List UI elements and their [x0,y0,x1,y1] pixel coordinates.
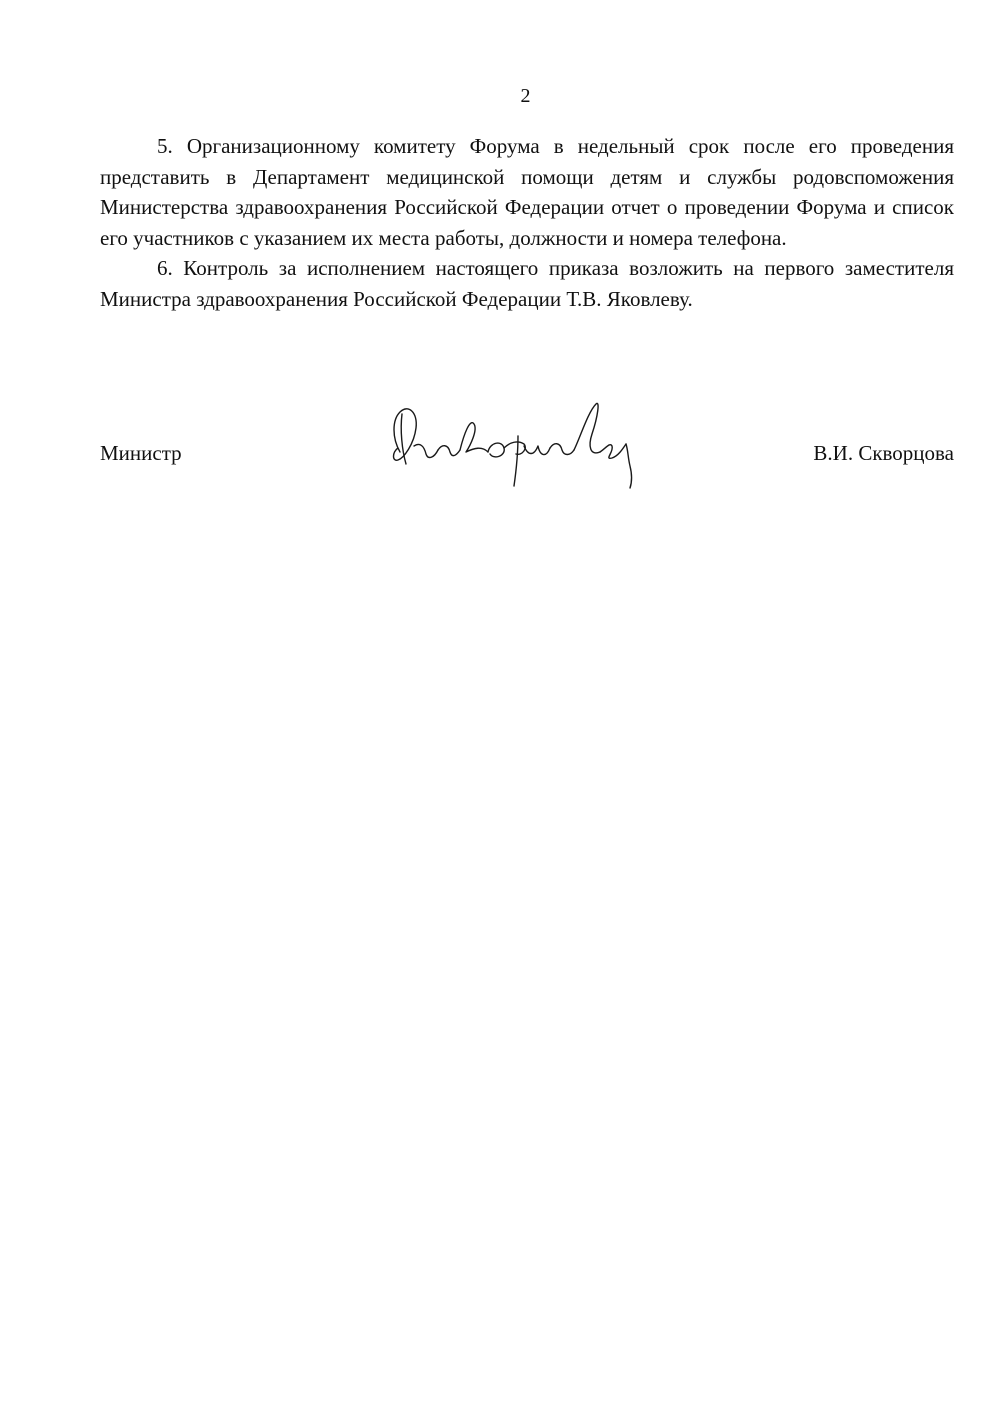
signature-block [100,394,954,504]
document-body [100,131,954,315]
paragraph-5: 5. Организационному комитету Форума в недельный срок после его проведения представить в Департамент медицинской помощи детям и службы родовспоможения Министерства здравоохранения Российской Федерации отчет о проведении Форума и список его участников с указанием их места работы, должности и номера телефона. [100,134,954,250]
signatory-name: В.И. Скворцова [813,441,954,465]
signatory-title: Министр [100,441,182,465]
handwritten-signature [378,394,678,494]
page-number: 2 [520,85,531,107]
paragraph-6: 6. Контроль за исполнением настоящего приказа возложить на первого заместителя Министра здравоохранения Российской Федерации Т.В. Яковлеву. [100,256,954,311]
